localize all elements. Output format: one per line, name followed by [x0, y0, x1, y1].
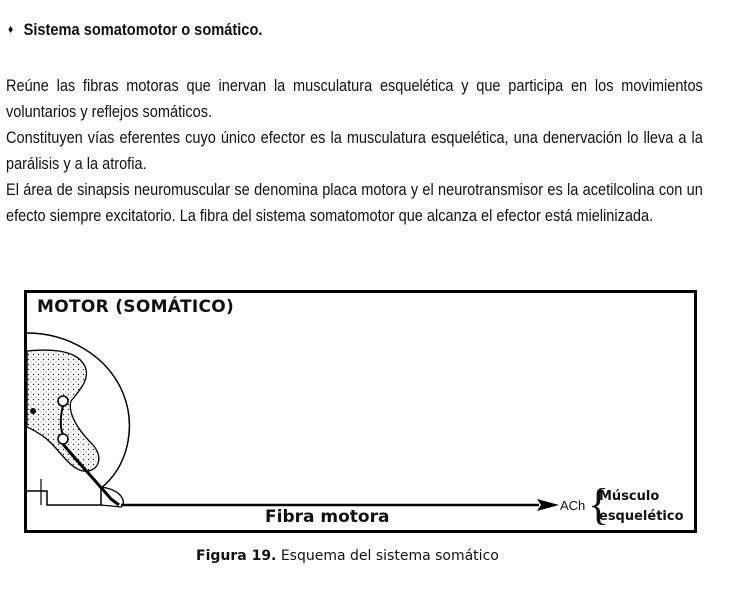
central-canal	[30, 408, 36, 414]
fiber-label: Fibra motora	[265, 507, 390, 527]
target-label-line2: esquelético	[599, 509, 684, 524]
paragraph-1: Reúne las fibras motoras que inervan la musculatura esquelética y que participa en los movimientos voluntarios y reflejos somáticos.	[6, 76, 703, 121]
neurotransmitter-label: ACh	[560, 498, 586, 513]
section-heading	[8, 20, 262, 40]
figure-caption	[196, 548, 499, 564]
paragraph-3: El área de sinapsis neuromuscular se denomina placa motora y el neurotransmisor es la acetilcolina con un efecto siempre excitatorio. La fibra del sistema somatomotor que alcanza el efector está mielinizada.	[6, 180, 703, 225]
motor-neuron-body	[58, 396, 68, 406]
diamond-bullet-icon: ♦	[8, 22, 14, 36]
brace-icon: {	[588, 480, 610, 529]
motor-neuron-body	[58, 434, 68, 444]
motor-end-plate-arrow	[537, 499, 559, 511]
target-label	[599, 487, 684, 527]
paragraph-2: Constituyen vías eferentes cuyo único efector es la musculatura esquelética, una denervación lo lleva a la parálisis y a la atrofia.	[6, 128, 703, 173]
section-heading-text: Sistema somatomotor o somático.	[23, 20, 263, 39]
figure-title: MOTOR (SOMÁTICO)	[37, 297, 235, 317]
somatic-motor-figure	[24, 290, 697, 533]
caption-number: Figura 19.	[196, 548, 277, 564]
caption-text: Esquema del sistema somático	[276, 548, 499, 564]
target-label-line1: Músculo	[599, 489, 660, 504]
